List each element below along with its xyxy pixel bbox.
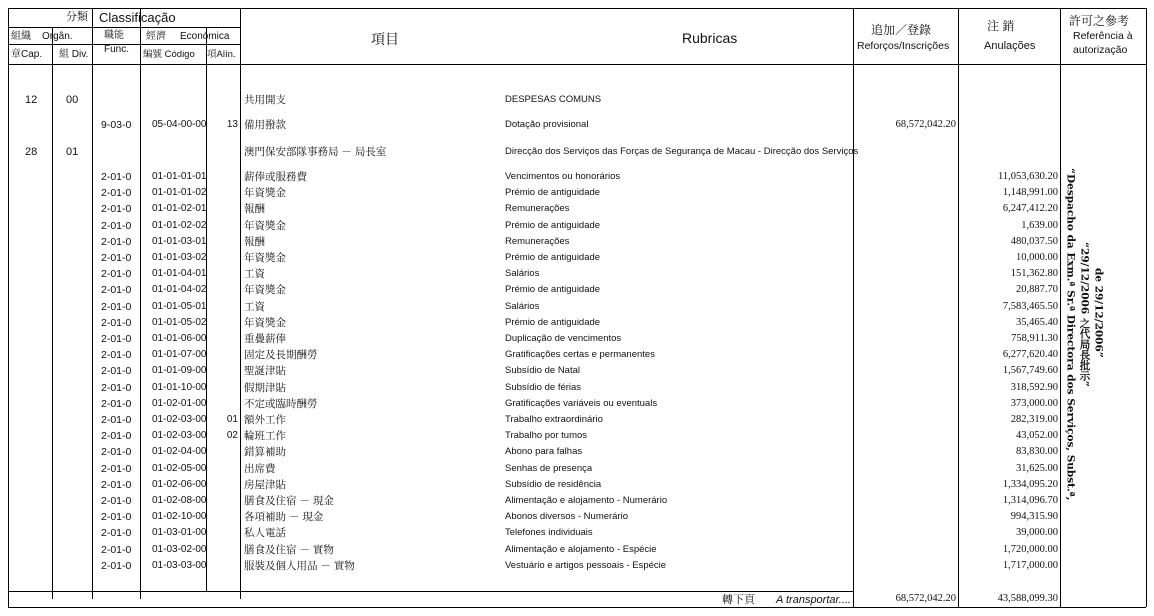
footer-label-zh: 轉下頁 — [722, 594, 755, 606]
table-row — [0, 332, 1154, 349]
cell-func: 2-01-0 — [101, 203, 132, 216]
cell-ref: 68,572,042.20 — [895, 119, 956, 130]
rubricas-header: Rubricas — [682, 30, 738, 46]
cell-cod: 01-01-03-02 — [152, 252, 207, 263]
cell-rub: Prémio de antiguidade — [505, 284, 601, 296]
cell-func: 2-01-0 — [101, 495, 132, 507]
alinea-label: 項Alín. — [207, 49, 236, 60]
cell-item: 年資獎金 — [244, 284, 286, 297]
footer-anulacoes-total: 43,588,099.30 — [997, 593, 1058, 604]
cell-item: 錯算補助 — [244, 446, 286, 459]
cell-rub: Abono para falhas — [505, 446, 583, 458]
table-row — [0, 118, 1154, 135]
authorization-line-2: “29/12/2006 之代局長批示” — [1078, 242, 1091, 387]
cell-cod: 01-02-08-00 — [152, 495, 207, 506]
cell-rub: Subsídio de Natal — [505, 365, 580, 377]
cell-func: 2-01-0 — [101, 219, 132, 232]
referencia-pt-1: Referência à — [1073, 30, 1133, 42]
cell-cod: 01-01-03-01 — [152, 235, 207, 247]
table-row — [0, 267, 1154, 284]
cell-item: 出席費 — [244, 462, 276, 475]
cell-cod: 01-03-01-00 — [152, 527, 207, 539]
cell-anu: 151,362.80 — [1010, 268, 1058, 280]
authorization-line-1: “Despacho da Exm.ª Sr.ª Directora dos Serviços, Subst.ª, — [1064, 168, 1077, 501]
cell-anu: 1,720,000.00 — [1002, 543, 1058, 555]
authorization-line-3: de 29/12/2006” — [1092, 268, 1105, 358]
cell-item: 額外工作 — [244, 414, 286, 426]
cell-cod: 01-01-04-02 — [152, 284, 207, 296]
cell-func: 2-01-0 — [101, 559, 132, 572]
cell-anu: 480,037.50 — [1010, 235, 1058, 247]
organica-pt: Orgân. — [42, 31, 73, 42]
cell-anu: 1,639.00 — [1021, 219, 1058, 231]
table-row — [0, 494, 1154, 511]
funcional-zh: 職能 — [104, 30, 124, 41]
table-row — [0, 397, 1154, 414]
cell-func: 2-01-0 — [101, 414, 132, 426]
table-row — [0, 283, 1154, 300]
reforcos-pt: Reforços/Inscrições — [857, 40, 950, 52]
table-row — [0, 300, 1154, 317]
referencia-zh: 許可之參考 — [1069, 14, 1130, 28]
cell-anu: 1,334,095.20 — [1002, 478, 1058, 490]
cell-item: 服裝及個人用品 － 實物 — [244, 559, 355, 572]
cell-rub: Alimentação e alojamento - Numerário — [505, 495, 668, 506]
cell-rub: Remunerações — [505, 235, 570, 247]
cell-cod: 01-02-06-00 — [152, 478, 207, 490]
cell-anu: 1,148,991.00 — [1002, 187, 1058, 199]
cell-item: 共用開支 — [244, 94, 286, 106]
cell-rub: Prémio de antiguidade — [505, 187, 601, 199]
cell-func: 2-01-0 — [101, 543, 132, 556]
cell-rub: Telefones individuais — [505, 527, 593, 539]
table-row — [0, 526, 1154, 543]
cell-rub: Gratificações certas e permanentes — [505, 349, 655, 361]
cell-anu: 994,315.90 — [1010, 511, 1058, 523]
cell-anu: 758,911.30 — [1011, 333, 1058, 344]
cell-rub: Remunerações — [505, 203, 570, 215]
cell-func: 2-01-0 — [101, 527, 132, 540]
cell-func: 2-01-0 — [101, 187, 132, 200]
codigo-label: 編號 Código — [143, 49, 195, 60]
table-row — [0, 364, 1154, 381]
cell-anu: 6,247,412.20 — [1002, 203, 1058, 215]
cell-func: 2-01-0 — [101, 284, 132, 297]
cell-func: 2-01-0 — [101, 268, 132, 281]
cell-item: 膳食及住宿 － 實物 — [244, 543, 334, 556]
cell-item: 報酬 — [244, 235, 265, 248]
cell-func: 9-03-0 — [101, 119, 132, 131]
cell-item: 工資 — [244, 300, 265, 313]
cell-item: 重疊薪俸 — [244, 333, 286, 345]
cell-div: 00 — [66, 94, 79, 106]
cell-cod: 05-04-00-00 — [152, 119, 207, 130]
cell-rub: Trabalho extraordinário — [505, 414, 603, 425]
cell-anu: 1,314,096.70 — [1002, 495, 1058, 506]
table-row — [0, 235, 1154, 252]
table-row — [0, 381, 1154, 398]
cell-func: 2-01-0 — [101, 430, 132, 443]
table-row — [0, 429, 1154, 446]
table-row — [0, 251, 1154, 268]
cell-cod: 01-01-01-01 — [152, 171, 207, 182]
cell-anu: 11,053,630.20 — [998, 171, 1058, 182]
table-row — [0, 93, 1154, 110]
cell-item: 工資 — [244, 268, 265, 281]
cell-anu: 43,052.00 — [1016, 430, 1058, 442]
cell-rub: Alimentação e alojamento - Espécie — [505, 543, 657, 555]
cell-rub: Prémio de antiguidade — [505, 252, 601, 263]
cell-func: 2-01-0 — [101, 349, 132, 362]
classificacao-pt: Classificação — [99, 10, 176, 25]
cell-anu: 10,000.00 — [1016, 252, 1058, 263]
footer-reforcos-total: 68,572,042.20 — [895, 593, 956, 604]
cell-cod: 01-01-09-00 — [152, 365, 207, 377]
cell-item: 不定或臨時酬勞 — [244, 397, 318, 410]
cell-cod: 01-03-02-00 — [152, 543, 207, 555]
reforcos-zh: 追加／登錄 — [871, 23, 932, 37]
cell-anu: 83,830.00 — [1016, 446, 1058, 458]
cell-rub: Salários — [505, 300, 540, 312]
cell-rub: Vestuário e artigos pessoais - Espécie — [505, 559, 667, 571]
cell-rub: Subsídio de férias — [505, 381, 582, 393]
table-row — [0, 145, 1154, 162]
cell-func: 2-01-0 — [101, 316, 132, 329]
footer-label-pt: A transportar.... — [776, 594, 851, 606]
cell-cod: 01-01-06-00 — [152, 333, 207, 344]
cell-aln: 13 — [226, 119, 238, 130]
table-row — [0, 186, 1154, 203]
cell-rub: Direcção dos Serviços das Forças de Segurança de Macau - Direcção dos Serviços — [505, 146, 859, 157]
economica-zh: 經濟 — [146, 31, 166, 42]
cell-rub: Prémio de antiguidade — [505, 219, 601, 231]
cell-func: 2-01-0 — [101, 446, 132, 459]
cell-rub: Duplicação de vencimentos — [505, 333, 622, 344]
cell-rub: Prémio de antiguidade — [505, 316, 601, 328]
organica-zh: 組織 — [11, 31, 31, 42]
cell-func: 2-01-0 — [101, 381, 132, 394]
cell-rub: Abonos diversos - Numerário — [505, 511, 629, 523]
cell-rub: DESPESAS COMUNS — [505, 94, 602, 105]
cell-func: 2-01-0 — [101, 252, 132, 264]
cell-anu: 1,567,749.60 — [1002, 365, 1058, 377]
cell-item: 固定及長期酬勞 — [244, 349, 318, 362]
anulacoes-pt: Anulações — [984, 40, 1036, 52]
cell-cod: 01-01-02-02 — [152, 219, 207, 231]
cell-item: 澳門保安部隊事務局 － 局長室 — [244, 146, 387, 158]
table-row — [0, 445, 1154, 462]
cell-anu: 373,000.00 — [1010, 397, 1058, 409]
cell-func: 2-01-0 — [101, 333, 132, 345]
cell-func: 2-01-0 — [101, 478, 132, 491]
cell-func: 2-01-0 — [101, 171, 132, 183]
cell-cod: 01-02-03-00 — [152, 414, 207, 425]
cell-cod: 01-02-10-00 — [152, 511, 207, 523]
cell-anu: 6,277,620.40 — [1002, 349, 1058, 361]
cell-item: 各項補助 － 現金 — [244, 511, 324, 524]
cell-rub: Dotação provisional — [505, 119, 589, 130]
cell-item: 薪俸或服務費 — [244, 171, 307, 183]
cap-label: 章Cap. — [11, 49, 43, 60]
cell-rub: Senhas de presença — [505, 462, 593, 474]
cell-rub: Subsídio de residência — [505, 478, 602, 490]
cell-cod: 01-01-05-02 — [152, 316, 207, 328]
cell-cod: 01-01-04-01 — [152, 268, 207, 280]
cell-item: 年資獎金 — [244, 187, 286, 200]
table-row — [0, 316, 1154, 333]
authorization-reference — [1065, 160, 1145, 510]
cell-func: 2-01-0 — [101, 365, 132, 378]
cell-item: 輪班工作 — [244, 430, 286, 443]
referencia-pt-2: autorização — [1073, 44, 1128, 56]
cell-func: 2-01-0 — [101, 300, 132, 313]
cell-item: 假期津貼 — [244, 381, 286, 394]
table-row — [0, 413, 1154, 430]
cell-aln: 01 — [226, 414, 238, 425]
cell-cod: 01-01-02-01 — [152, 203, 207, 215]
cell-anu: 39,000.00 — [1016, 527, 1058, 539]
cell-cod: 01-03-03-00 — [152, 559, 207, 571]
cell-item: 私人電話 — [244, 527, 286, 540]
cell-cod: 01-02-04-00 — [152, 446, 207, 458]
cell-rub: Salários — [505, 268, 540, 280]
cell-item: 膳食及住宿 － 現金 — [244, 495, 334, 507]
cell-item: 聖誕津貼 — [244, 365, 286, 378]
cell-cap: 28 — [25, 146, 38, 158]
cell-cod: 01-01-10-00 — [152, 381, 207, 393]
economica-pt: Económica — [180, 31, 230, 42]
cell-cod: 01-01-07-00 — [152, 349, 207, 361]
classificacao-zh: 分類 — [66, 11, 88, 23]
items-header: 項目 — [371, 31, 399, 47]
cell-anu: 318,592.90 — [1010, 381, 1058, 393]
cell-anu: 31,625.00 — [1016, 462, 1058, 474]
cell-cod: 01-02-05-00 — [152, 462, 207, 474]
cell-rub: Vencimentos ou honorários — [505, 171, 621, 182]
cell-anu: 7,583,465.50 — [1002, 300, 1058, 312]
cell-cod: 01-01-05-01 — [152, 300, 207, 312]
cell-rub: Gratificações variáveis ou eventuals — [505, 397, 658, 409]
cell-cod: 01-02-01-00 — [152, 397, 207, 409]
table-row — [0, 170, 1154, 187]
cell-anu: 1,717,000.00 — [1002, 559, 1058, 571]
cell-item: 備用撥款 — [244, 119, 286, 131]
cell-cod: 01-01-01-02 — [152, 187, 207, 199]
cell-item: 年資獎金 — [244, 316, 286, 329]
cell-anu: 35,465.40 — [1016, 316, 1058, 328]
table-row — [0, 462, 1154, 479]
cell-func: 2-01-0 — [101, 511, 132, 524]
cell-rub: Trabalho por tumos — [505, 430, 588, 442]
table-row — [0, 510, 1154, 527]
anulacoes-zh: 注 銷 — [987, 19, 1015, 33]
table-row — [0, 543, 1154, 560]
cell-div: 01 — [66, 146, 79, 158]
table-row — [0, 202, 1154, 219]
cell-func: 2-01-0 — [101, 462, 132, 475]
cell-cap: 12 — [25, 94, 38, 106]
cell-anu: 282,319.00 — [1010, 414, 1058, 425]
funcional-pt: Func. — [104, 44, 130, 55]
cell-item: 年資獎金 — [244, 252, 286, 264]
table-row — [0, 559, 1154, 576]
cell-item: 房屋津貼 — [244, 478, 286, 491]
cell-func: 2-01-0 — [101, 235, 132, 248]
cell-aln: 02 — [226, 430, 238, 442]
cell-item: 年資獎金 — [244, 219, 286, 232]
cell-anu: 20,887.70 — [1016, 284, 1058, 296]
cell-cod: 01-02-03-00 — [152, 430, 207, 442]
div-label: 組 Div. — [59, 49, 89, 60]
table-row — [0, 478, 1154, 495]
table-row — [0, 348, 1154, 365]
table-row — [0, 219, 1154, 236]
cell-item: 報酬 — [244, 203, 265, 216]
cell-func: 2-01-0 — [101, 397, 132, 410]
